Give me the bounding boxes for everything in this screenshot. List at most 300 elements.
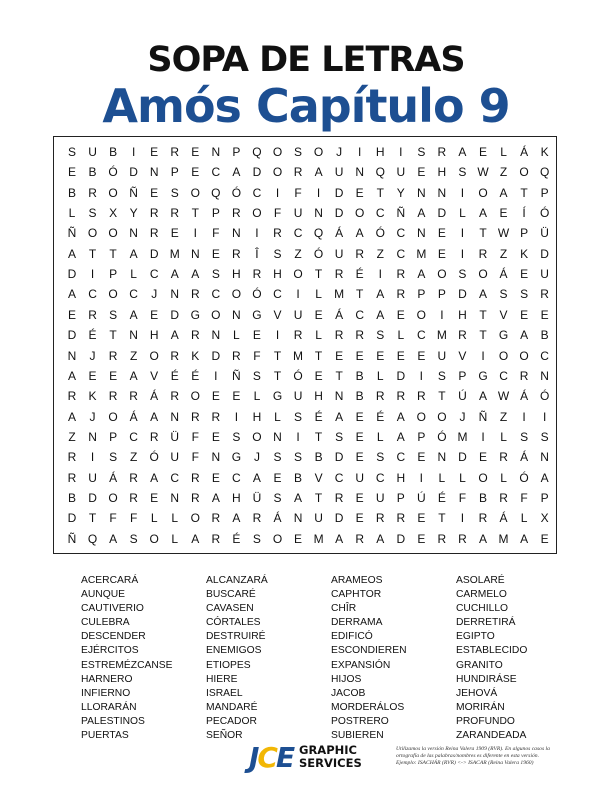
grid-letter: A <box>520 531 529 546</box>
grid-letter: C <box>211 287 221 302</box>
word-item: HARNERO <box>81 673 133 685</box>
grid-letter: I <box>440 307 444 322</box>
grid-letter: R <box>170 145 180 159</box>
grid-letter: F <box>273 206 282 221</box>
grid-letter: C <box>375 206 385 221</box>
logo-mark <box>249 742 293 774</box>
grid-letter: O <box>252 429 262 444</box>
grid-letter: N <box>149 165 159 180</box>
grid-row <box>54 325 556 345</box>
grid-letter: Z <box>376 246 384 261</box>
grid-letter: A <box>67 246 76 261</box>
grid-letter: R <box>190 490 200 505</box>
grid-letter: R <box>252 267 262 282</box>
grid-letter: G <box>272 389 283 404</box>
logo-wordmark <box>299 744 362 770</box>
grid-letter: S <box>170 185 179 200</box>
grid-letter: Ñ <box>129 185 138 200</box>
grid-letter: U <box>88 470 97 485</box>
grid-letter: O <box>190 185 200 200</box>
grid-letter: O <box>149 348 159 363</box>
grid-letter: U <box>293 307 303 322</box>
grid-letter: C <box>499 368 508 383</box>
grid-letter: E <box>88 368 97 383</box>
word-item: ESTREMÉZCANSE <box>81 659 173 671</box>
grid-letter: A <box>129 307 138 322</box>
grid-letter: X <box>540 511 549 526</box>
grid-letter: Ó <box>252 287 262 302</box>
grid-letter: P <box>170 165 179 180</box>
grid-letter: B <box>355 368 364 383</box>
grid-letter: T <box>479 307 487 322</box>
word-item: JACOB <box>331 687 366 699</box>
grid-letter: A <box>109 531 118 546</box>
grid-letter: A <box>520 328 529 343</box>
grid-letter: Z <box>129 348 138 363</box>
grid-letter: R <box>355 328 365 343</box>
grid-letter: Z <box>294 246 302 261</box>
grid-letter: I <box>131 145 136 159</box>
grid-letter: O <box>108 490 118 505</box>
grid-letter: R <box>129 490 138 505</box>
grid-row <box>54 244 556 264</box>
grid-letter: P <box>437 287 446 302</box>
grid-letter: Ñ <box>67 226 77 241</box>
grid-letter: R <box>334 267 344 282</box>
grid-letter: B <box>67 185 76 200</box>
word-item: INFIERNO <box>81 687 131 699</box>
grid-letter: T <box>520 185 528 200</box>
grid-letter: E <box>417 531 426 546</box>
grid-letter: C <box>334 470 344 485</box>
word-item: SEÑOR <box>206 730 243 742</box>
word-item: CHÎR <box>331 603 357 615</box>
grid-letter: C <box>149 267 159 282</box>
grid-letter: R <box>437 531 447 546</box>
grid-letter: P <box>396 490 405 505</box>
grid-letter: D <box>149 246 159 261</box>
grid-letter: S <box>437 368 446 383</box>
grid-letter: E <box>540 531 549 546</box>
grid-letter: C <box>540 348 549 363</box>
grid-letter: E <box>396 307 405 322</box>
word-item: ALCANZARÁ <box>206 575 268 586</box>
grid-letter: N <box>129 328 138 343</box>
grid-letter: E <box>417 165 426 180</box>
grid-letter: B <box>355 389 364 404</box>
grid-letter: A <box>458 145 467 159</box>
grid-row <box>54 305 556 325</box>
grid-letter: S <box>458 165 467 180</box>
word-item: JEHOVÁ <box>456 687 498 699</box>
grid-letter: R <box>396 389 406 404</box>
grid-letter: L <box>500 429 507 444</box>
grid-letter: Y <box>129 206 138 221</box>
grid-letter: N <box>437 450 447 465</box>
grid-letter: U <box>355 470 365 485</box>
grid-letter: O <box>252 206 262 221</box>
word-item: ENEMIGOS <box>206 645 262 657</box>
grid-letter: O <box>211 307 221 322</box>
grid-letter: Ó <box>539 206 550 221</box>
grid-letter: R <box>190 409 200 424</box>
grid-letter: L <box>130 267 137 282</box>
grid-letter: I <box>481 429 485 444</box>
grid-letter: N <box>88 429 97 444</box>
grid-letter: E <box>499 206 508 221</box>
grid-letter: A <box>150 409 159 424</box>
grid-letter: R <box>67 470 77 485</box>
grid-letter: Ó <box>519 470 529 485</box>
grid-letter: E <box>150 185 159 200</box>
logo-letter: E <box>275 741 294 774</box>
grid-letter: S <box>499 287 508 302</box>
word-item: CARMELO <box>456 589 507 601</box>
grid-row <box>54 223 556 243</box>
grid-letter: D <box>458 287 467 302</box>
grid-letter: R <box>478 511 488 526</box>
grid-letter: O <box>416 409 427 424</box>
grid-letter: N <box>211 328 221 343</box>
grid-letter: E <box>211 470 220 485</box>
grid-letter: Á <box>335 226 344 241</box>
grid-letter: O <box>108 185 118 200</box>
grid-letter: A <box>376 307 385 322</box>
grid-letter: R <box>211 531 221 546</box>
grid-letter: T <box>479 328 487 343</box>
grid-letter: J <box>253 450 260 465</box>
logo-letter: J <box>249 741 258 774</box>
grid-letter: K <box>191 348 200 363</box>
grid-letter: A <box>191 531 200 546</box>
grid-letter: R <box>458 328 467 343</box>
grid-letter: T <box>314 429 323 444</box>
grid-letter: P <box>232 145 241 159</box>
word-item: ZARANDEADA <box>456 730 527 742</box>
grid-letter: P <box>417 287 426 302</box>
grid-letter: I <box>542 409 547 424</box>
grid-letter: N <box>170 409 180 424</box>
grid-letter: L <box>233 328 240 343</box>
word-item: MORIRÁN <box>456 701 505 713</box>
grid-letter: C <box>232 470 241 485</box>
word-item: ASOLARÉ <box>456 575 505 586</box>
grid-letter: I <box>460 185 465 200</box>
grid-letter: G <box>190 307 200 322</box>
grid-letter: S <box>294 450 303 465</box>
word-item: EJÉRCITOS <box>81 645 139 657</box>
word-item: HUNDIRÁSE <box>456 673 517 685</box>
grid-letter: D <box>67 267 77 282</box>
grid-letter: H <box>149 328 159 343</box>
grid-letter: R <box>375 511 385 526</box>
grid-letter: I <box>90 267 95 282</box>
grid-letter: R <box>129 389 138 404</box>
grid-letter: S <box>458 267 467 282</box>
grid-row <box>54 162 556 182</box>
word-item: POSTRERO <box>331 715 389 727</box>
grid-letter: E <box>211 389 220 404</box>
grid-letter: R <box>190 287 200 302</box>
grid-letter: S <box>252 368 261 383</box>
grid-letter: U <box>88 145 97 159</box>
word-item: ETIOPES <box>206 659 251 671</box>
grid-letter: T <box>109 246 117 261</box>
grid-letter: N <box>417 185 426 200</box>
grid-letter: F <box>294 185 302 200</box>
grid-letter: O <box>478 267 488 282</box>
grid-letter: Q <box>375 165 385 180</box>
grid-letter: D <box>396 531 406 546</box>
grid-letter: R <box>293 328 303 343</box>
grid-letter: S <box>335 429 344 444</box>
grid-letter: C <box>129 429 138 444</box>
grid-letter: S <box>273 450 282 465</box>
grid-letter: C <box>129 287 138 302</box>
grid-letter: R <box>88 185 97 200</box>
grid-letter: E <box>417 348 426 363</box>
grid-letter: R <box>437 145 447 159</box>
grid-letter: Ú <box>417 490 426 505</box>
grid-letter: C <box>375 470 385 485</box>
company-logo <box>249 742 364 774</box>
grid-letter: J <box>336 145 343 159</box>
grid-letter: Á <box>520 450 529 465</box>
grid-letter: E <box>478 145 487 159</box>
grid-letter: R <box>149 206 159 221</box>
grid-letter: O <box>108 226 118 241</box>
grid-letter: N <box>190 246 200 261</box>
word-item: BUSCARÉ <box>206 589 256 601</box>
word-item: SUBIEREN <box>331 730 384 742</box>
grid-letter: C <box>252 185 262 200</box>
grid-letter: T <box>438 389 446 404</box>
word-item: ARAMEOS <box>331 575 383 586</box>
grid-letter: E <box>252 328 261 343</box>
letter-grid <box>53 136 557 554</box>
grid-letter: É <box>170 368 179 383</box>
grid-letter: S <box>232 429 241 444</box>
grid-letter: L <box>500 470 507 485</box>
grid-letter: J <box>89 409 96 424</box>
grid-letter: Q <box>87 531 98 546</box>
grid-letter: Ó <box>149 450 159 465</box>
grid-letter: D <box>211 348 221 363</box>
grid-letter: D <box>170 307 180 322</box>
grid-letter: O <box>190 389 200 404</box>
grid-letter: L <box>315 287 322 302</box>
grid-letter: A <box>211 490 220 505</box>
grid-letter: I <box>255 226 259 241</box>
grid-letter: P <box>540 490 549 505</box>
grid-letter: Z <box>129 450 138 465</box>
grid-letter: U <box>375 490 385 505</box>
grid-letter: R <box>355 246 365 261</box>
grid-letter: I <box>419 470 424 485</box>
grid-letter: Z <box>499 165 508 180</box>
grid-letter: A <box>478 206 487 221</box>
grid-letter: O <box>313 145 324 159</box>
grid-letter: S <box>520 429 529 444</box>
grid-letter: C <box>396 450 406 465</box>
grid-letter: Ó <box>437 429 447 444</box>
grid-letter: S <box>88 206 97 221</box>
grid-letter: E <box>355 511 364 526</box>
grid-letter: U <box>334 165 344 180</box>
grid-row <box>54 366 556 386</box>
grid-letter: R <box>334 490 344 505</box>
grid-letter: G <box>252 307 262 322</box>
grid-letter: D <box>334 206 344 221</box>
word-item: ESCONDIEREN <box>331 645 407 657</box>
word-item: HIERE <box>206 673 238 685</box>
grid-letter: A <box>294 490 303 505</box>
grid-row <box>54 508 556 528</box>
grid-row <box>54 447 556 467</box>
word-item: EDIFICÓ <box>331 631 373 643</box>
grid-row <box>54 346 556 366</box>
grid-letter: Ú <box>458 389 467 404</box>
grid-letter: R <box>88 307 97 322</box>
grid-letter: I <box>296 287 300 302</box>
grid-letter: Y <box>396 185 405 200</box>
grid-letter: U <box>396 165 406 180</box>
grid-letter: I <box>358 145 362 159</box>
grid-letter: M <box>293 348 304 363</box>
grid-letter: Á <box>150 389 159 404</box>
grid-letter: Ñ <box>67 531 77 546</box>
grid-row <box>54 142 556 162</box>
word-item: HIJOS <box>331 673 362 685</box>
grid-letter: T <box>273 348 282 363</box>
grid-letter: É <box>355 267 364 282</box>
grid-row <box>54 264 556 284</box>
grid-letter: N <box>170 287 180 302</box>
grid-letter: T <box>335 368 343 383</box>
grid-letter: I <box>275 328 280 343</box>
grid-letter: R <box>396 287 406 302</box>
grid-letter: U <box>293 389 303 404</box>
grid-letter: R <box>190 470 200 485</box>
grid-letter: A <box>499 185 508 200</box>
grid-letter: O <box>478 185 488 200</box>
grid-letter: H <box>396 470 406 485</box>
grid-letter: D <box>252 165 262 180</box>
grid-letter: I <box>214 368 218 383</box>
grid-letter: N <box>540 368 549 383</box>
word-item: CAPHTOR <box>331 589 382 601</box>
grid-letter: Ü <box>252 490 262 505</box>
grid-letter: Ó <box>313 246 324 261</box>
grid-letter: H <box>232 267 241 282</box>
grid-letter: I <box>234 409 239 424</box>
grid-letter: R <box>170 389 180 404</box>
grid-letter: B <box>478 490 487 505</box>
grid-letter: E <box>314 368 323 383</box>
grid-row <box>54 183 556 203</box>
word-item: EGIPTO <box>456 631 495 643</box>
grid-letter: O <box>498 348 509 363</box>
grid-letter: E <box>355 429 364 444</box>
grid-letter: E <box>67 165 76 180</box>
grid-letter: L <box>438 470 446 485</box>
grid-letter: K <box>520 246 529 261</box>
grid-letter: I <box>316 185 321 200</box>
grid-letter: F <box>129 511 138 526</box>
grid-letter: A <box>478 389 487 404</box>
grid-letter: D <box>334 185 344 200</box>
grid-letter: V <box>458 348 467 363</box>
grid-letter: T <box>314 348 323 363</box>
grid-letter: C <box>88 287 97 302</box>
grid-letter: N <box>437 185 447 200</box>
grid-row <box>54 427 556 447</box>
grid-letter: A <box>191 267 200 282</box>
grid-letter: H <box>314 389 323 404</box>
grid-letter: M <box>416 246 427 261</box>
grid-letter: A <box>417 267 426 282</box>
grid-letter: R <box>211 511 221 526</box>
grid-letter: H <box>375 145 385 159</box>
grid-letter: I <box>522 409 526 424</box>
word-item: CAVASEN <box>206 603 254 615</box>
grid-letter: Á <box>520 389 529 404</box>
grid-row <box>54 386 556 406</box>
grid-letter: A <box>150 470 159 485</box>
grid-letter: R <box>519 368 529 383</box>
grid-letter: L <box>397 328 405 343</box>
grid-letter: L <box>150 511 158 526</box>
word-column <box>331 574 461 743</box>
grid-letter: C <box>396 226 406 241</box>
word-item: ESTABLECIDO <box>456 645 528 657</box>
grid-letter: P <box>109 429 118 444</box>
grid-letter: S <box>109 450 118 465</box>
grid-letter: Ó <box>108 165 118 180</box>
grid-letter: E <box>478 450 487 465</box>
grid-letter: S <box>294 409 303 424</box>
grid-letter: I <box>460 511 465 526</box>
grid-letter: N <box>273 429 282 444</box>
grid-letter: D <box>129 165 138 180</box>
grid-letter: E <box>355 185 364 200</box>
grid-letter: S <box>252 531 261 546</box>
word-column <box>456 574 586 743</box>
grid-letter: Z <box>499 409 508 424</box>
grid-letter: V <box>150 368 159 383</box>
grid-letter: O <box>272 531 283 546</box>
grid-letter: F <box>109 511 117 526</box>
grid-letter: E <box>294 531 303 546</box>
grid-letter: E <box>417 450 426 465</box>
grid-letter: E <box>355 450 364 465</box>
grid-letter: Q <box>313 226 324 241</box>
grid-letter: C <box>417 328 426 343</box>
grid-letter: A <box>67 409 76 424</box>
grid-letter: T <box>314 267 323 282</box>
grid-letter: T <box>273 368 282 383</box>
grid-letter: A <box>170 328 179 343</box>
grid-letter: S <box>540 429 549 444</box>
grid-letter: E <box>150 490 159 505</box>
grid-letter: N <box>314 206 323 221</box>
grid-letter: I <box>419 368 424 383</box>
grid-letter: S <box>417 145 426 159</box>
grid-letter: I <box>378 267 382 282</box>
grid-letter: R <box>396 267 406 282</box>
grid-letter: B <box>540 328 549 343</box>
grid-letter: E <box>211 429 220 444</box>
